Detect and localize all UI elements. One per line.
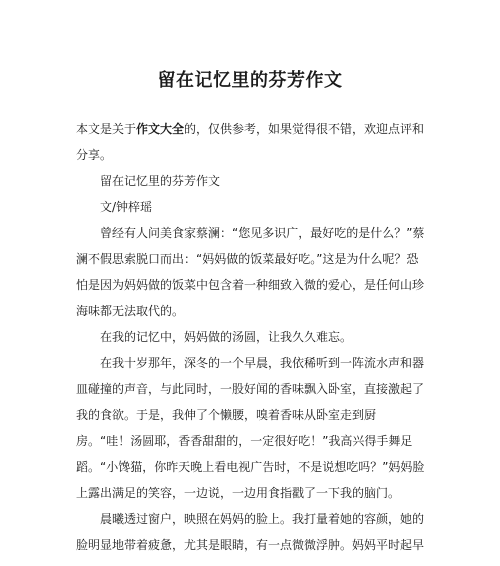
article-title: 留在记忆里的芬芳作文 xyxy=(157,70,343,91)
paragraph-4: 晨曦透过窗户，映照在妈妈的脸上。我打量着她的容颜，她的脸明显地带着疲惫，尤其是眼睛，有一点微微浮肿。妈妈平时起早 xyxy=(76,512,425,552)
intro-paragraph xyxy=(76,116,426,168)
paragraph-2: 在我的记忆中，妈妈做的汤圆，让我久久难忘。 xyxy=(100,330,353,344)
paragraph-1: 曾经有人问美食家蔡澜：“您见多识广，最好吃的是什么？”蔡澜不假思索脱口而出：“妈妈做的饭菜最好吃。”这是为什么呢？恐怕是因为妈妈做的饭菜中包含着一种细致入微的爱心，是任何山珍海味都无法取代的。 xyxy=(76,226,425,318)
intro-bold-term: 作文大全 xyxy=(136,122,185,136)
author-line: 文/钟梓瑶 xyxy=(100,200,153,214)
intro-suffix: 的，仅供参考，如果觉得很不错，欢迎点评和分享。 xyxy=(76,122,425,162)
intro-prefix: 本文是关于 xyxy=(76,122,137,136)
paragraph-3: 在我十岁那年，深冬的一个早晨，我依稀听到一阵流水声和器皿碰撞的声音，与此同时，一股好闻的香味飘入卧室，直接激起了我的食欲。于是，我伸了个懒腰，嗅着香味从卧室走到厨房。“哇！汤圆耶，香香甜甜的，一定很好吃！”我高兴得手舞足蹈。“小馋猫，你昨天晚上看电视广告时，不是说想吃吗？”妈妈脸上露出满足的笑容，一边说，一边用食指戳了一下我的脑门。 xyxy=(76,356,425,500)
subtitle: 留在记忆里的芬芳作文 xyxy=(100,174,221,188)
article-body xyxy=(76,116,426,552)
